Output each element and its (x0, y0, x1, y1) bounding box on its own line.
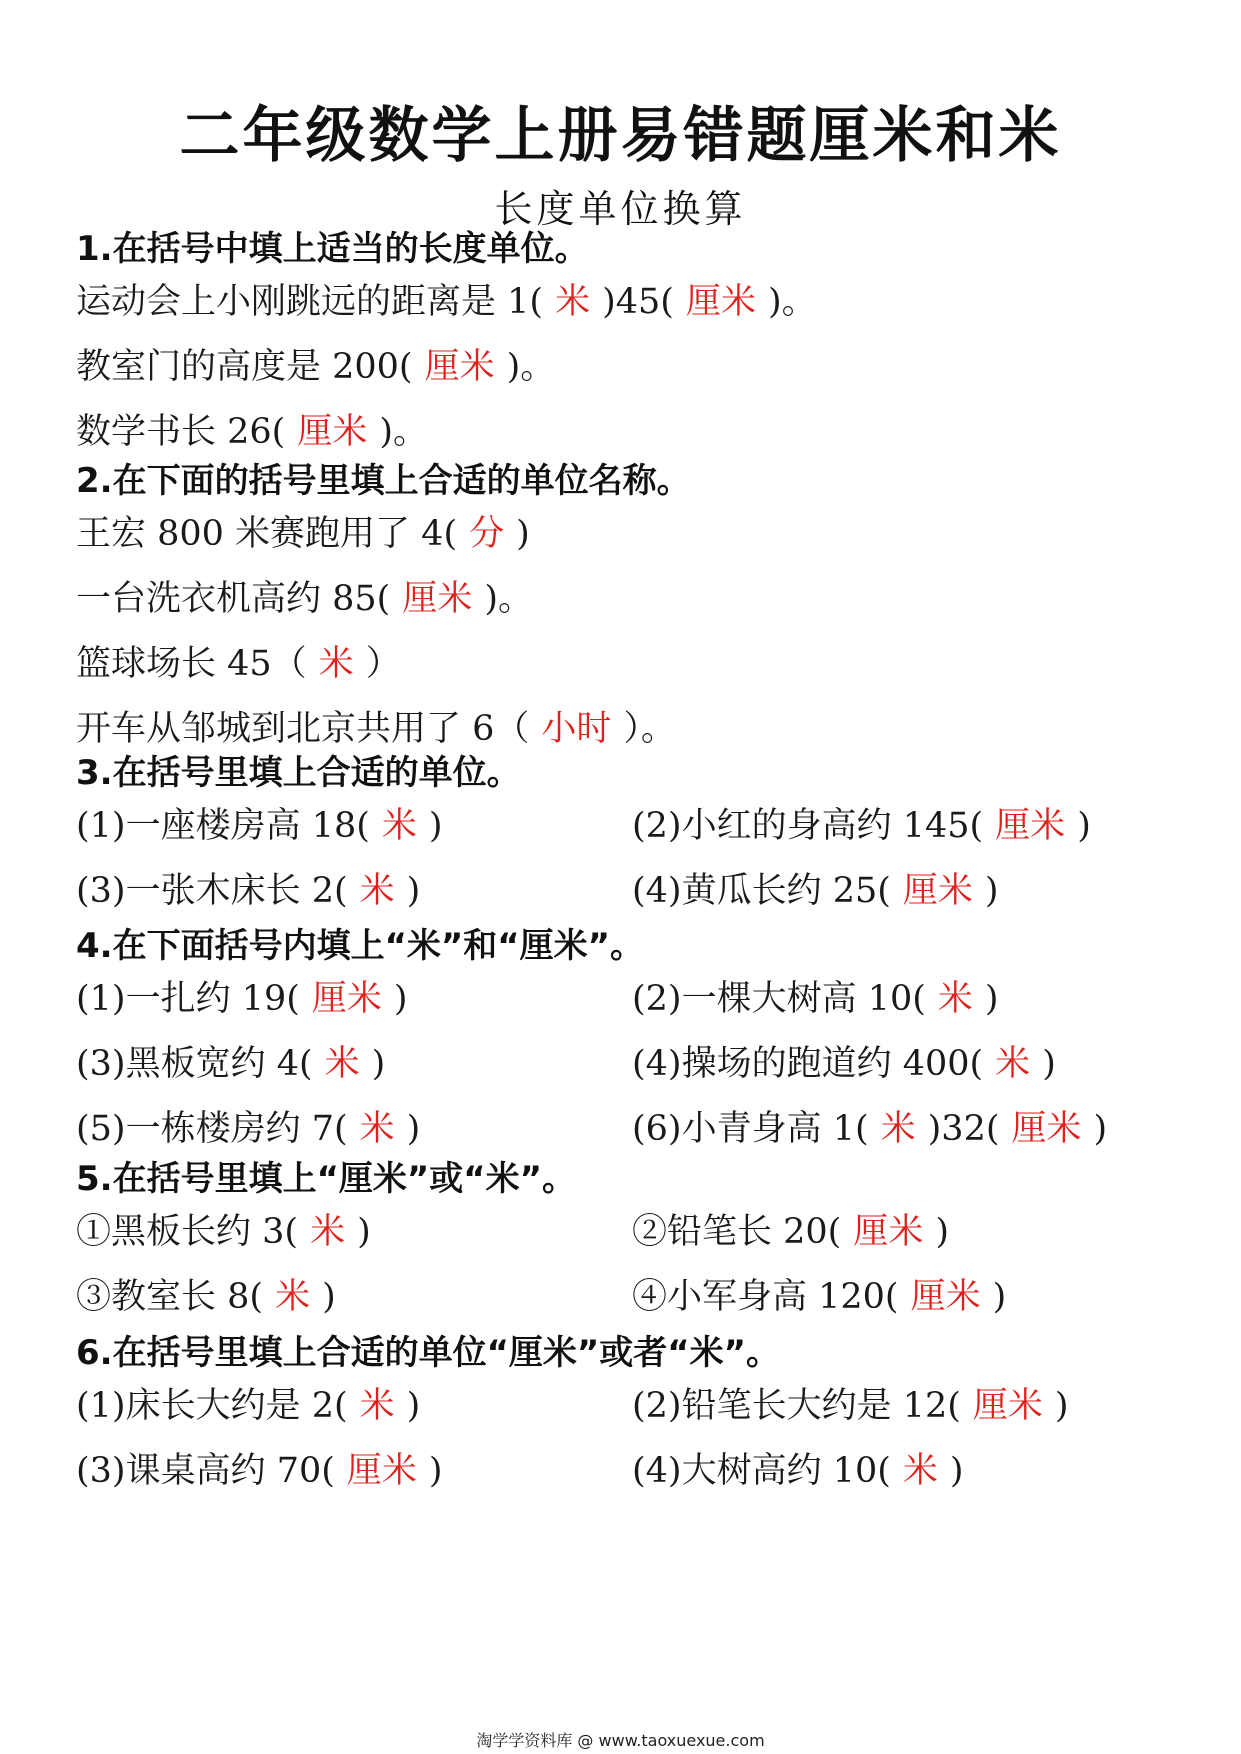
question-text: ) (992, 1277, 1007, 1317)
question-text: (5)一栋楼房约 7( (76, 1109, 348, 1149)
question-text: (1)一扎约 19( (76, 979, 300, 1019)
question-text: ) (1077, 806, 1091, 846)
question-item (632, 1097, 1107, 1162)
question-item (76, 1200, 371, 1265)
question-text: 教室门的高度是 200( (76, 347, 413, 387)
question-line (76, 400, 1186, 465)
answer-text: 米 (359, 871, 395, 911)
question-text: ) (371, 1044, 386, 1084)
question-text: ) (393, 979, 408, 1019)
question-text: ) (428, 1451, 443, 1491)
answer-text: 厘米 (346, 1451, 417, 1491)
answer-text: 米 (995, 1044, 1031, 1084)
question-row (76, 1374, 1186, 1439)
section-2 (76, 460, 1186, 762)
question-text: )45( (602, 282, 674, 322)
question-item (76, 794, 443, 859)
question-text: ) (406, 871, 421, 911)
question-text: ④小军身高 120( (632, 1277, 899, 1317)
question-text: (2)小红的身高约 145( (632, 806, 984, 846)
answer-text: 米 (381, 806, 417, 846)
section-3 (76, 752, 1186, 924)
answer-text: 厘米 (910, 1277, 981, 1317)
section-heading: 1.在括号中填上适当的长度单位。 (76, 229, 589, 269)
question-text: (6)小青身高 1( (632, 1109, 869, 1149)
section-heading: 4.在下面括号内填上“米”和“厘米”。 (76, 926, 644, 966)
section-heading: 6.在括号里填上合适的单位“厘米”或者“米”。 (76, 1333, 780, 1373)
question-text: (2)一棵大树高 10( (632, 979, 926, 1019)
answer-text: 米 (902, 1451, 938, 1491)
footer-watermark: 淘学学资料库 @ www.taoxuexue.com (476, 1731, 765, 1750)
answer-text: 厘米 (853, 1212, 924, 1252)
question-row (76, 1265, 1186, 1330)
question-text: (1)一座楼房高 18( (76, 806, 370, 846)
answer-text: 米 (359, 1109, 395, 1149)
question-text: ) (516, 514, 530, 554)
question-text: ③教室长 8( (76, 1277, 264, 1317)
question-text: )。 (379, 412, 428, 452)
section-1 (76, 228, 1186, 465)
question-row (76, 794, 1186, 859)
page-subtitle: 长度单位换算 (494, 187, 747, 231)
question-text: ) (984, 979, 999, 1019)
question-text: (4)操场的跑道约 400( (632, 1044, 984, 1084)
section-heading: 3.在括号里填上合适的单位。 (76, 753, 521, 793)
question-text: ) (428, 806, 443, 846)
question-line (76, 502, 1186, 567)
question-text: (4)黄瓜长约 25( (632, 871, 891, 911)
question-text: 运动会上小刚跳远的距离是 1( (76, 282, 544, 322)
question-item (632, 1200, 949, 1265)
answer-text: 米 (937, 979, 973, 1019)
answer-text: 厘米 (902, 871, 973, 911)
question-text: ①黑板长约 3( (76, 1212, 299, 1252)
question-text: (2)铅笔长大约是 12( (632, 1386, 961, 1426)
question-text: )32( (927, 1109, 1000, 1149)
answer-text: 米 (318, 644, 354, 684)
section-heading: 2.在下面的括号里填上合适的单位名称。 (76, 461, 691, 501)
question-text: ) (357, 1212, 371, 1252)
question-row (76, 859, 1186, 924)
question-item (76, 859, 420, 924)
question-item (632, 1032, 1056, 1097)
question-text: 篮球场长 45（ (76, 644, 307, 684)
question-item (632, 1265, 1006, 1330)
answer-text: 厘米 (1011, 1109, 1082, 1149)
page-title: 二年级数学上册易错题厘米和米 (179, 101, 1062, 171)
question-item (632, 859, 999, 924)
section-5 (76, 1158, 1186, 1330)
question-row (76, 1200, 1186, 1265)
question-row (76, 1439, 1186, 1504)
answer-text: 米 (359, 1386, 395, 1426)
question-text: ) (406, 1109, 421, 1149)
answer-text: 厘米 (402, 579, 473, 619)
question-line (76, 270, 1186, 335)
question-text: ) (406, 1386, 421, 1426)
question-text: ) (984, 871, 999, 911)
question-text: )。 (484, 579, 533, 619)
question-text: ) (322, 1277, 336, 1317)
question-text: )。 (767, 282, 817, 322)
question-text: ） (365, 644, 401, 684)
question-text: 数学书长 26( (76, 412, 286, 452)
question-row (76, 1097, 1186, 1162)
answer-text: 米 (324, 1044, 360, 1084)
question-line (76, 567, 1186, 632)
question-text: ) (1093, 1109, 1108, 1149)
question-text: (3)黑板宽约 4( (76, 1044, 313, 1084)
question-item (632, 967, 999, 1032)
answer-text: 米 (275, 1277, 311, 1317)
question-text: ) (1042, 1044, 1056, 1084)
answer-text: 米 (555, 282, 591, 322)
question-text: 一台洗衣机高约 85( (76, 579, 391, 619)
question-item (76, 1097, 420, 1162)
question-text: ) (1054, 1386, 1069, 1426)
section-6 (76, 1332, 1186, 1504)
question-text: (1)床长大约是 2( (76, 1386, 348, 1426)
question-text: ) (949, 1451, 964, 1491)
question-row (76, 1032, 1186, 1097)
answer-text: 米 (880, 1109, 916, 1149)
answer-text: 米 (310, 1212, 346, 1252)
question-line (76, 335, 1186, 400)
answer-text: 小时 (541, 709, 612, 749)
question-item (632, 794, 1091, 859)
question-text: ）。 (623, 709, 676, 749)
question-text: ②铅笔长 20( (632, 1212, 842, 1252)
question-item (76, 967, 408, 1032)
answer-text: 厘米 (685, 282, 756, 322)
question-text: (3)一张木床长 2( (76, 871, 348, 911)
question-text: 开车从邹城到北京共用了 6（ (76, 709, 530, 749)
question-text: 王宏 800 米赛跑用了 4( (76, 514, 458, 554)
answer-text: 厘米 (311, 979, 382, 1019)
question-item (76, 1032, 385, 1097)
section-heading: 5.在括号里填上“厘米”或“米”。 (76, 1159, 576, 1199)
question-item (76, 1439, 443, 1504)
answer-text: 厘米 (995, 806, 1066, 846)
answer-text: 厘米 (972, 1386, 1043, 1426)
question-text: (4)大树高约 10( (632, 1451, 891, 1491)
answer-text: 厘米 (424, 347, 495, 387)
question-item (632, 1374, 1069, 1439)
question-text: ) (935, 1212, 949, 1252)
question-item (632, 1439, 964, 1504)
question-text: (3)课桌高约 70( (76, 1451, 335, 1491)
question-line (76, 632, 1186, 697)
question-row (76, 967, 1186, 1032)
question-text: )。 (506, 347, 556, 387)
question-item (76, 1265, 336, 1330)
question-item (76, 1374, 420, 1439)
answer-text: 厘米 (297, 412, 368, 452)
answer-text: 分 (469, 514, 505, 554)
section-4 (76, 925, 1186, 1162)
